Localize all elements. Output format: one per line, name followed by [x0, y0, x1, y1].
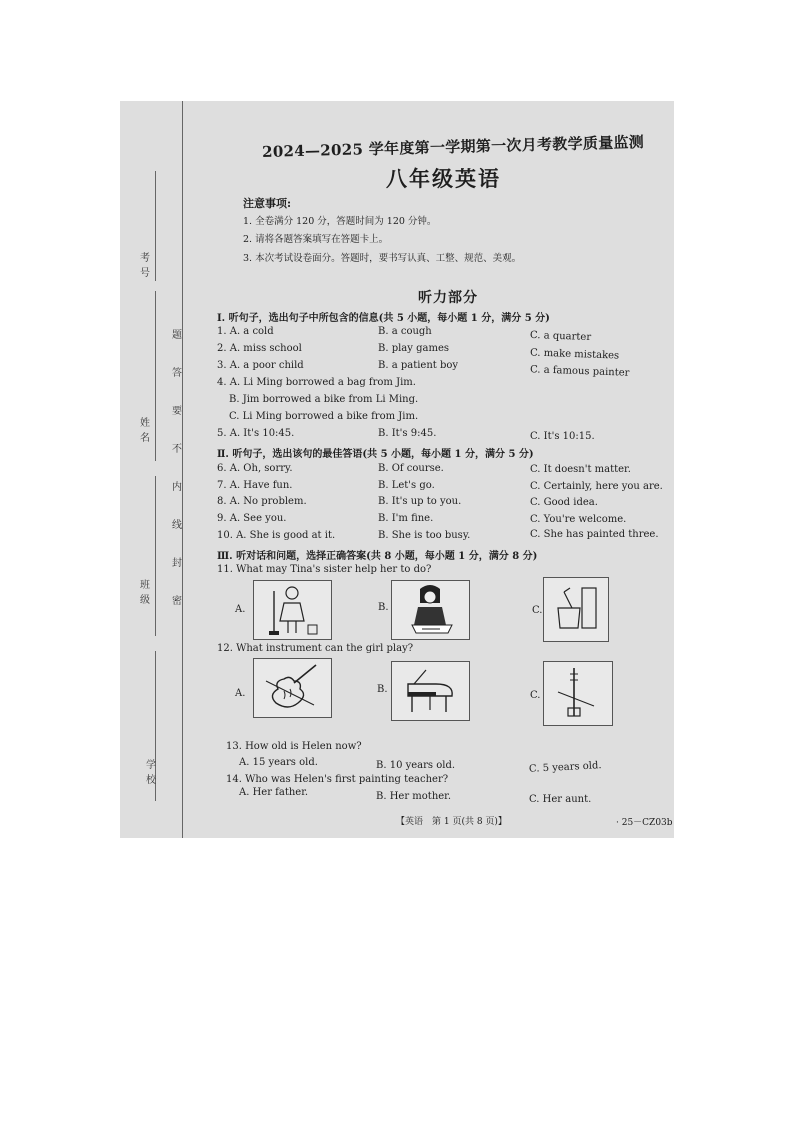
q14-option-c: C. Her aunt.	[529, 794, 592, 805]
q5-option-b: B. It's 9:45.	[378, 428, 437, 439]
q12-label-c: C.	[530, 690, 541, 701]
notice-item: 1. 全卷满分 120 分，答题时间为 120 分钟。	[243, 216, 437, 227]
seal-char: 要	[172, 406, 182, 417]
seal-char: 密	[172, 596, 182, 607]
seal-char: 答	[172, 368, 182, 379]
q11-option-c-image-washing	[543, 577, 609, 642]
q8-option-c: C. Good idea.	[530, 497, 598, 508]
q4-option-c: C. Li Ming borrowed a bike from Jim.	[229, 411, 419, 422]
q4-option-a: 4. A. Li Ming borrowed a bag from Jim.	[217, 377, 416, 388]
school-label: 学校	[146, 760, 156, 786]
q7-option-a: 7. A. Have fun.	[217, 480, 293, 491]
q1-option-b: B. a cough	[378, 326, 432, 337]
q8-option-a: 8. A. No problem.	[217, 496, 307, 507]
q6-option-a: 6. A. Oh, sorry.	[217, 463, 293, 474]
class-label: 班级	[140, 580, 150, 606]
subject-title: 八年级英语	[386, 166, 501, 191]
notice-item: 3. 本次考试设卷面分。答题时，要书写认真、工整、规范、美观。	[243, 253, 522, 264]
q12-question: 12. What instrument can the girl play?	[217, 643, 414, 654]
q6-option-b: B. Of course.	[378, 463, 444, 474]
part1-heading: Ⅰ. 听句子，选出句子中所包含的信息(共 5 小题，每小题 1 分，满分 5 分)	[217, 313, 550, 324]
seal-char: 封	[172, 558, 182, 569]
binding-line	[182, 101, 183, 838]
q2-option-a: 2. A. miss school	[217, 343, 302, 354]
part2-heading: Ⅱ. 听句子，选出该句的最佳答语(共 5 小题，每小题 1 分，满分 5 分)	[217, 449, 534, 460]
q11-option-b-image-studying	[391, 580, 470, 640]
name-line	[155, 291, 156, 461]
q3-option-a: 3. A. a poor child	[217, 360, 304, 371]
q10-option-c: C. She has painted three.	[530, 529, 659, 540]
q12-label-a: A.	[235, 688, 246, 699]
q9-option-a: 9. A. See you.	[217, 513, 287, 524]
seal-char: 内	[172, 482, 182, 493]
q11-question: 11. What may Tina's sister help her to do?	[217, 564, 432, 575]
q10-option-b: B. She is too busy.	[378, 530, 471, 541]
q14-option-b: B. Her mother.	[376, 791, 452, 802]
q5-option-c: C. It's 10:15.	[530, 431, 595, 442]
q3-option-b: B. a patient boy	[378, 360, 459, 371]
q1-option-c: C. a quarter	[529, 329, 592, 344]
exam-paper	[120, 101, 674, 838]
name-label: 姓名	[140, 418, 150, 444]
q11-label-c: C.	[532, 605, 543, 616]
q14-option-a: A. Her father.	[239, 787, 309, 798]
listening-section-title: 听力部分	[418, 290, 478, 306]
q7-option-b: B. Let's go.	[378, 480, 435, 491]
q2-option-b: B. play games	[378, 343, 449, 354]
seal-char: 不	[172, 444, 182, 455]
q13-option-b: B. 10 years old.	[376, 760, 456, 771]
q5-option-a: 5. A. It's 10:45.	[217, 428, 295, 439]
q12-label-b: B.	[377, 684, 388, 695]
q11-option-a-image-mopping	[253, 580, 332, 640]
q12-option-c-image-erhu	[543, 661, 613, 726]
q11-label-b: B.	[378, 602, 389, 613]
exam-no-label: 考号	[140, 253, 150, 279]
exam-no-line	[155, 171, 156, 281]
notice-item: 2. 请将各题答案填写在答题卡上。	[243, 234, 389, 245]
q4-option-b: B. Jim borrowed a bike from Li Ming.	[229, 394, 419, 405]
exam-code: · 25－CZ03b	[616, 818, 673, 828]
q8-option-b: B. It's up to you.	[378, 496, 462, 507]
exam-title: 2024—2025 学年度第一学期第一次月考教学质量监测	[261, 133, 645, 161]
notice-heading: 注意事项:	[243, 197, 292, 210]
q13-question: 13. How old is Helen now?	[226, 741, 362, 752]
q9-option-b: B. I'm fine.	[378, 513, 434, 524]
q1-option-a: 1. A. a cold	[217, 326, 274, 337]
q10-option-a: 10. A. She is good at it.	[217, 530, 336, 541]
class-line	[155, 476, 156, 636]
q12-option-b-image-piano	[391, 661, 470, 721]
part3-heading: Ⅲ. 听对话和问题，选择正确答案(共 8 小题，每小题 1 分，满分 8 分)	[217, 551, 538, 562]
seal-char: 题	[172, 330, 182, 341]
q13-option-c: C. 5 years old.	[528, 760, 602, 775]
q2-option-c: C. make mistakes	[529, 347, 620, 362]
q12-option-a-image-violin	[253, 658, 332, 718]
q9-option-c: C. You're welcome.	[530, 514, 627, 525]
q11-label-a: A.	[235, 604, 246, 615]
q14-question: 14. Who was Helen's first painting teacher?	[226, 774, 449, 785]
q3-option-c: C. a famous painter	[529, 364, 630, 379]
q7-option-c: C. Certainly, here you are.	[530, 481, 663, 492]
q6-option-c: C. It doesn't matter.	[530, 464, 631, 475]
page-number: 【英语 第 1 页(共 8 页)】	[396, 817, 507, 827]
q13-option-a: A. 15 years old.	[239, 757, 318, 768]
seal-char: 线	[172, 520, 182, 531]
